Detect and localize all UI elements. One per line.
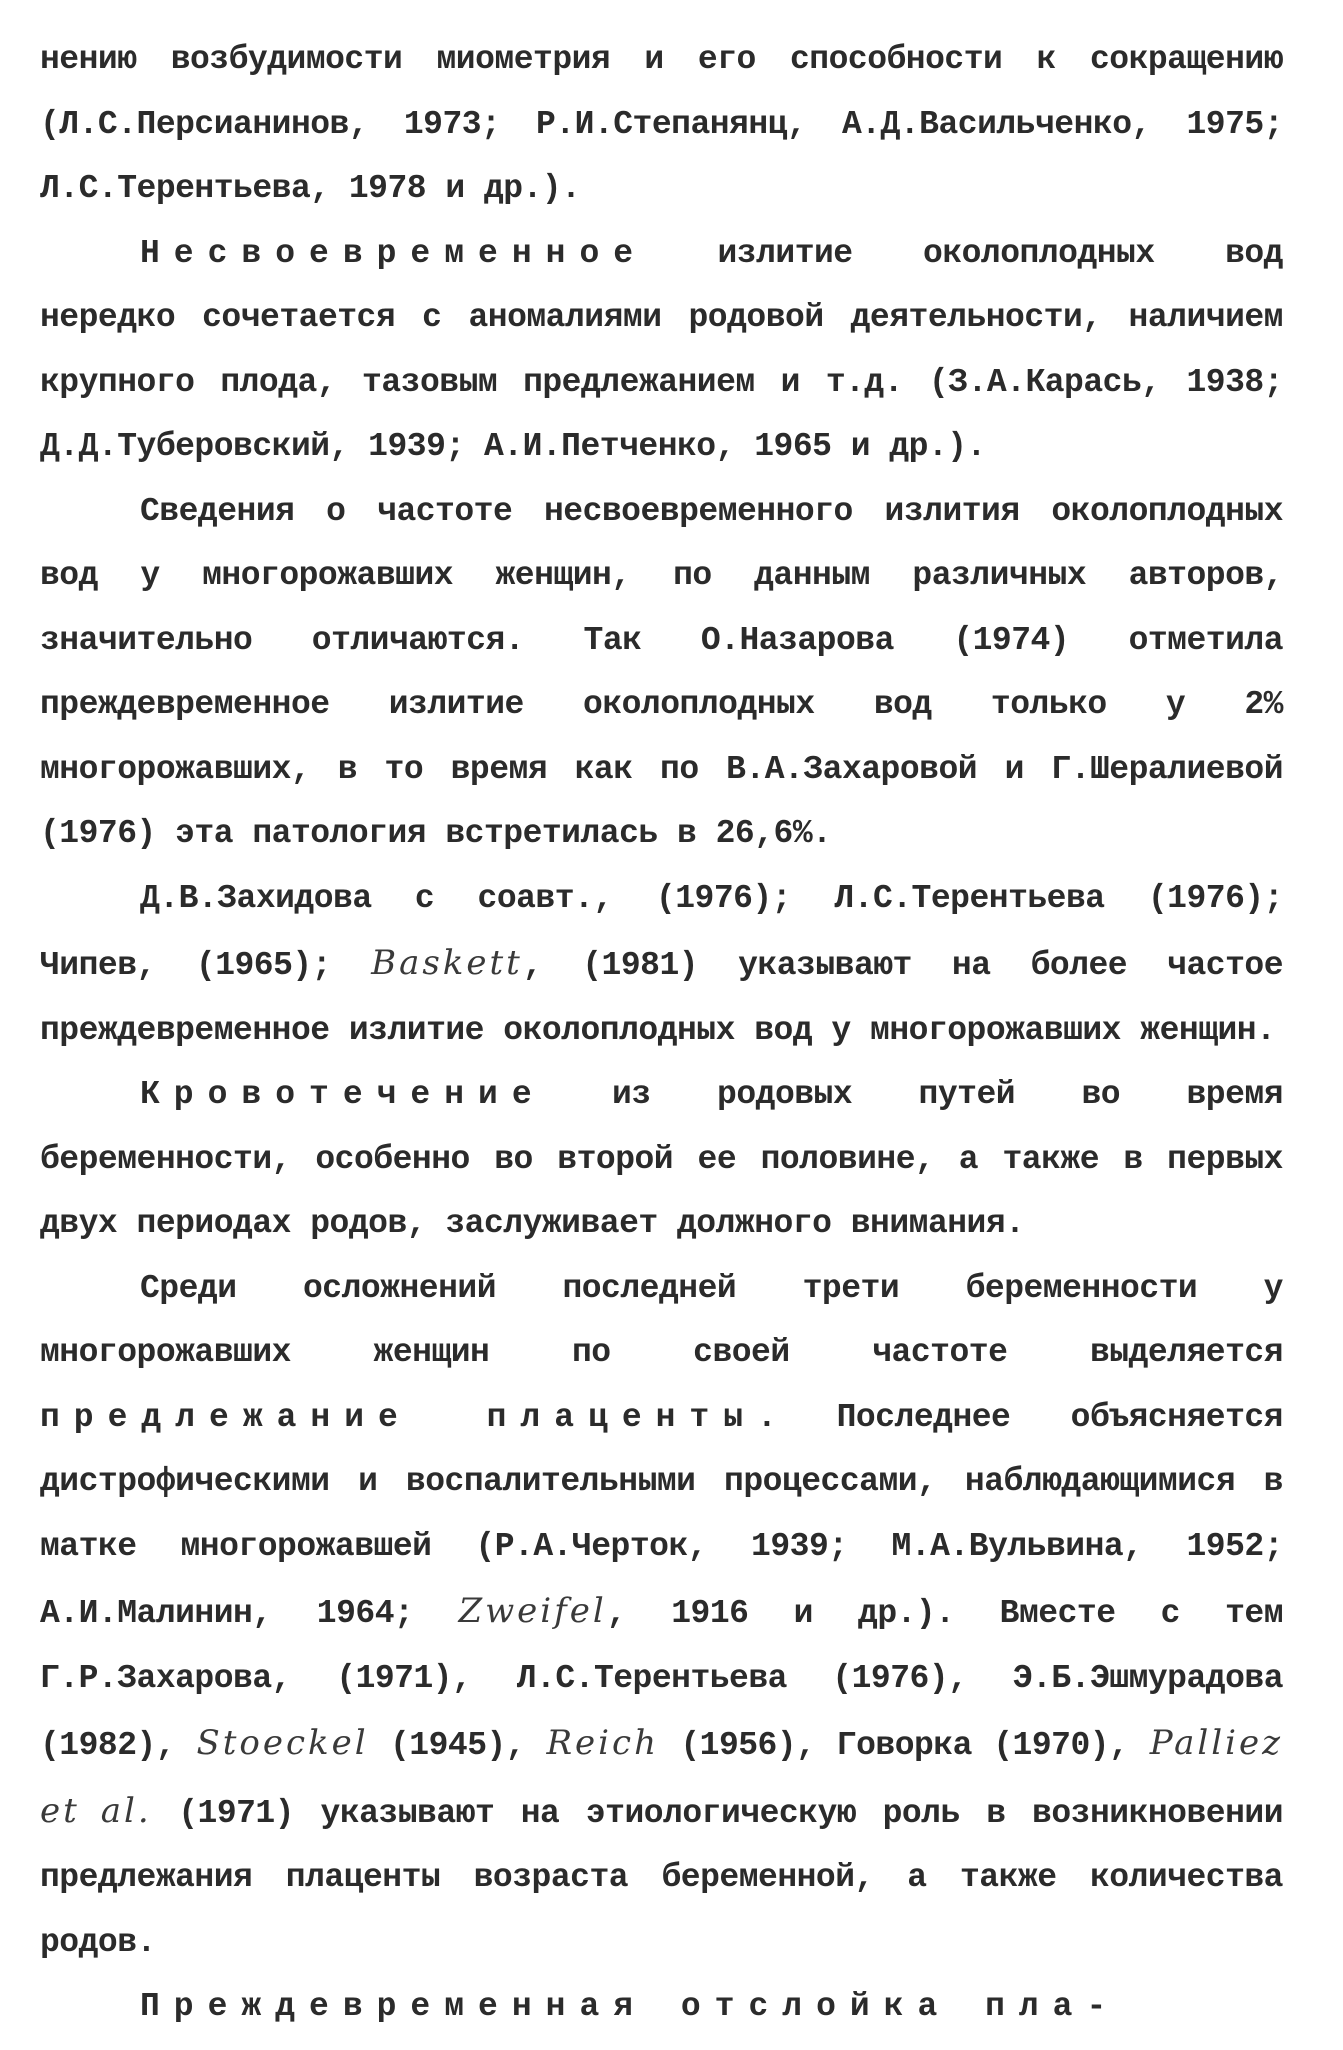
handwritten-author-name: Stoeckel	[196, 1723, 369, 1763]
spaced-heading-term: Кровотечение	[140, 1076, 546, 1113]
text-run: , (1981) указывают на более частое преждевременное излитие околоплодных вод у многорожавших женщин.	[40, 947, 1283, 1049]
text-run: Сведения о частоте несвоевременного излития околоплодных вод у многорожавших женщин, по данным различных авторов, значительно отличаются. Так О.Назарова (1974) отметила преждевременное излитие околоплодных вод только у 2% многорожавших, в то время как по В.А.Захаровой и Г.Шералиевой (1976) эта патология встретилась в 26,6%.	[40, 492, 1283, 852]
text-run: (1971) указывают на этиологическую роль в возникновении предлежания плаценты возраста беременной, а также количества родов.	[40, 1794, 1283, 1961]
paragraph	[40, 28, 1283, 222]
handwritten-author-name: Reich	[546, 1723, 659, 1763]
handwritten-author-name: Zweifel	[458, 1591, 607, 1631]
spaced-heading-term: Преждевременная отслойка пла-	[140, 1988, 1121, 2025]
text-run: Среди осложнений последней трети беременности у многорожавших женщин по своей частоте выделяется	[40, 1269, 1283, 1371]
paragraph	[40, 480, 1283, 867]
spaced-heading-term: предлежание плаценты	[40, 1398, 758, 1436]
text-run: . Последнее объясняется дистрофическими и воспалительными процессами, наблюдающимися в матке многорожавшей (Р.А.Черток, 1939; М.А.Вульвина, 1952; А.И.Малинин, 1964;	[40, 1398, 1283, 1632]
paragraph	[40, 1257, 1283, 1976]
text-run: нению возбудимости миометрия и его способности к сокращению (Л.С.Персианинов, 1973; Р.И.Степанянц, А.Д.Васильченко, 1975; Л.С.Терентьева, 1978 и др.).	[40, 41, 1283, 207]
text-run: из родовых путей во время беременности, особенно во второй ее половине, а также в первых двух периодах родов, заслуживает должного внимания.	[40, 1076, 1283, 1242]
text-run: (1945),	[368, 1727, 547, 1764]
handwritten-author-name: Baskett	[371, 943, 523, 983]
paragraph	[40, 1975, 1283, 2040]
text-run: (1956), Говорка (1970),	[659, 1727, 1150, 1764]
spaced-heading-term: Несвоевременное	[140, 234, 648, 272]
paragraph	[40, 1063, 1283, 1257]
text-run: Д.В.Захидова с соавт., (1976); Л.С.Терентьева (1976); Чипев, (1965);	[40, 879, 1283, 984]
text-run: , 1916 и др.). Вместе с тем Г.Р.Захарова, (1971), Л.С.Терентьева (1976), Э.Б.Эшмурадова (1982),	[40, 1595, 1284, 1764]
text-run: излитие околоплодных вод нередко сочетается с аномалиями родовой деятельности, наличием крупного плода, тазовым предлежанием и т.д. (З.А.Карась, 1938; Д.Д.Туберовский, 1939; А.И.Петченко, 1965 и др.).	[40, 234, 1283, 465]
paragraph	[40, 222, 1283, 480]
paragraph	[40, 867, 1283, 1064]
handwritten-author-name: Palliez et al.	[40, 1723, 1283, 1831]
